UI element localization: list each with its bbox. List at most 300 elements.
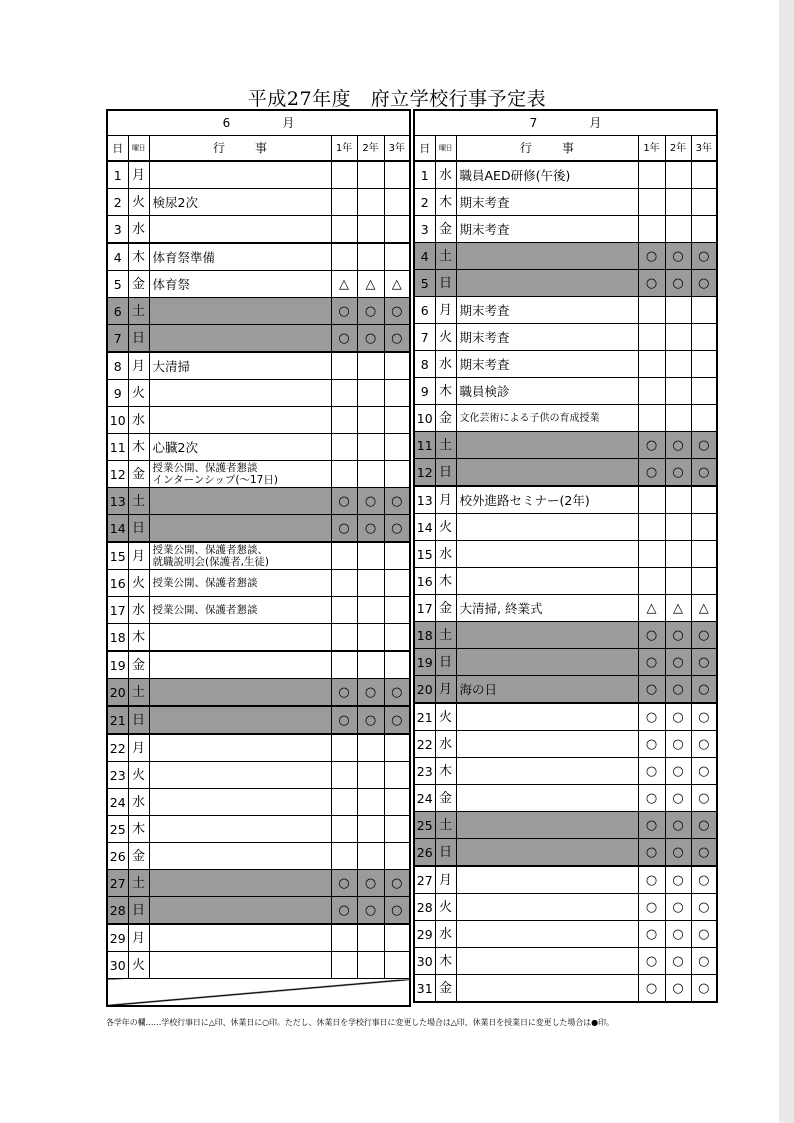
grade1-mark xyxy=(331,570,357,597)
day-cell: 6 xyxy=(107,298,128,325)
grade3-mark: ○ xyxy=(691,921,717,948)
grade1-mark: ○ xyxy=(331,870,357,897)
table-row xyxy=(107,380,410,407)
event-cell xyxy=(149,762,331,789)
weekday-cell: 水 xyxy=(435,161,456,189)
grade3-mark xyxy=(691,378,717,405)
grade2-mark: ○ xyxy=(357,870,384,897)
weekday-cell: 土 xyxy=(435,432,456,459)
event-cell xyxy=(149,816,331,843)
grade2-mark xyxy=(357,461,384,488)
weekday-cell: 火 xyxy=(128,570,149,597)
grade2-mark xyxy=(665,189,691,216)
table-row xyxy=(107,651,410,679)
grade1-mark xyxy=(331,189,357,216)
grade1-header: 1年 xyxy=(331,136,357,162)
weekday-cell: 金 xyxy=(435,216,456,243)
grade1-mark xyxy=(638,161,665,189)
event-cell xyxy=(456,948,638,975)
table-row xyxy=(107,352,410,380)
grade1-mark: ○ xyxy=(638,839,665,867)
grade2-mark xyxy=(665,324,691,351)
grade1-mark xyxy=(331,924,357,952)
event-cell xyxy=(149,325,331,353)
grade3-mark: △ xyxy=(384,271,410,298)
grade3-mark xyxy=(691,486,717,514)
grade1-mark: ○ xyxy=(331,488,357,515)
table-row xyxy=(107,870,410,897)
grade1-mark xyxy=(638,378,665,405)
grade3-mark: ○ xyxy=(384,870,410,897)
day-cell: 20 xyxy=(107,679,128,707)
grade2-mark xyxy=(357,734,384,762)
weekday-cell: 水 xyxy=(128,216,149,244)
event-cell: 検尿2次 xyxy=(149,189,331,216)
weekday-cell: 水 xyxy=(128,407,149,434)
weekday-cell: 火 xyxy=(435,324,456,351)
event-cell xyxy=(149,870,331,897)
weekday-cell: 火 xyxy=(435,703,456,731)
grade3-mark xyxy=(691,351,717,378)
july-body xyxy=(414,110,717,1002)
table-row xyxy=(414,948,717,975)
grade2-mark xyxy=(665,568,691,595)
day-cell: 11 xyxy=(107,434,128,461)
grade1-mark xyxy=(638,324,665,351)
grade1-mark xyxy=(331,651,357,679)
day-cell: 23 xyxy=(414,758,435,785)
table-row xyxy=(107,271,410,298)
table-row xyxy=(414,351,717,378)
table-row xyxy=(414,649,717,676)
event-cell: 文化芸術による子供の育成授業 xyxy=(456,405,638,432)
grade3-mark xyxy=(384,762,410,789)
event-cell xyxy=(456,514,638,541)
grade1-mark: ○ xyxy=(331,706,357,734)
grade2-mark: ○ xyxy=(665,649,691,676)
grade2-mark: ○ xyxy=(665,703,691,731)
weekday-cell: 火 xyxy=(128,380,149,407)
grade1-mark xyxy=(331,762,357,789)
event-cell xyxy=(456,839,638,867)
grade1-mark xyxy=(638,405,665,432)
table-row xyxy=(414,785,717,812)
grade3-mark: ○ xyxy=(691,703,717,731)
table-row xyxy=(107,298,410,325)
table-row xyxy=(107,952,410,979)
grade1-mark: △ xyxy=(638,595,665,622)
day-cell: 13 xyxy=(107,488,128,515)
event-cell xyxy=(456,894,638,921)
month-unit: 月 xyxy=(589,115,602,130)
weekday-cell: 火 xyxy=(435,894,456,921)
grade3-mark xyxy=(384,380,410,407)
event-cell xyxy=(149,843,331,870)
day-cell: 13 xyxy=(414,486,435,514)
day-cell: 30 xyxy=(414,948,435,975)
grade1-mark: ○ xyxy=(638,921,665,948)
weekday-cell: 木 xyxy=(435,189,456,216)
grade2-mark: ○ xyxy=(665,839,691,867)
month-unit: 月 xyxy=(282,115,295,130)
table-row xyxy=(414,432,717,459)
grade1-mark xyxy=(331,243,357,271)
day-cell: 26 xyxy=(107,843,128,870)
table-row xyxy=(414,839,717,867)
grade2-mark xyxy=(665,351,691,378)
event-cell xyxy=(149,515,331,543)
grade1-mark xyxy=(331,161,357,189)
weekday-cell: 土 xyxy=(128,298,149,325)
grade2-mark xyxy=(357,816,384,843)
grade2-mark xyxy=(357,597,384,624)
table-row xyxy=(414,812,717,839)
weekday-cell: 木 xyxy=(435,948,456,975)
table-row xyxy=(414,703,717,731)
grade1-mark: ○ xyxy=(638,703,665,731)
event-cell: 海の日 xyxy=(456,676,638,704)
day-cell: 9 xyxy=(107,380,128,407)
grade3-mark xyxy=(384,789,410,816)
event-cell xyxy=(149,380,331,407)
weekday-cell: 月 xyxy=(128,734,149,762)
grade1-mark: ○ xyxy=(638,432,665,459)
table-row xyxy=(107,789,410,816)
grade3-mark: ○ xyxy=(691,785,717,812)
grade1-mark: ○ xyxy=(638,975,665,1003)
grade2-mark: ○ xyxy=(357,706,384,734)
day-cell: 7 xyxy=(107,325,128,353)
event-cell: 期末考査 xyxy=(456,189,638,216)
grade3-mark: ○ xyxy=(691,866,717,894)
table-row xyxy=(414,405,717,432)
grade3-header: 3年 xyxy=(384,136,410,162)
grade1-mark xyxy=(638,189,665,216)
day-cell: 1 xyxy=(414,161,435,189)
grade1-mark xyxy=(331,816,357,843)
grade1-mark xyxy=(331,843,357,870)
grade3-mark xyxy=(691,161,717,189)
grade1-mark: ○ xyxy=(638,676,665,704)
grade3-mark: ○ xyxy=(691,731,717,758)
month-number: 6 xyxy=(222,115,231,130)
day-cell: 8 xyxy=(414,351,435,378)
day-cell: 3 xyxy=(414,216,435,243)
weekday-cell: 日 xyxy=(435,270,456,297)
grade2-mark: ○ xyxy=(665,785,691,812)
table-row xyxy=(414,378,717,405)
weekday-cell: 土 xyxy=(435,812,456,839)
grade1-mark: ○ xyxy=(638,622,665,649)
weekday-cell: 土 xyxy=(435,243,456,270)
table-row xyxy=(414,921,717,948)
table-row xyxy=(414,541,717,568)
weekday-cell: 日 xyxy=(128,897,149,925)
grade1-mark: ○ xyxy=(638,866,665,894)
grade1-mark: ○ xyxy=(331,298,357,325)
grade3-mark: △ xyxy=(691,595,717,622)
grade2-mark xyxy=(357,624,384,652)
day-cell: 24 xyxy=(107,789,128,816)
event-cell: 期末考査 xyxy=(456,324,638,351)
weekday-cell: 金 xyxy=(435,785,456,812)
event-cell: 校外進路セミナー(2年) xyxy=(456,486,638,514)
weekday-cell: 金 xyxy=(435,975,456,1003)
event-cell: 体育祭準備 xyxy=(149,243,331,271)
day-cell: 29 xyxy=(414,921,435,948)
table-row xyxy=(107,488,410,515)
grade1-mark xyxy=(331,542,357,570)
weekday-cell: 水 xyxy=(128,789,149,816)
event-cell xyxy=(149,706,331,734)
table-row xyxy=(107,816,410,843)
grade3-mark xyxy=(384,843,410,870)
day-cell: 24 xyxy=(414,785,435,812)
grade2-mark: ○ xyxy=(665,758,691,785)
event-cell xyxy=(456,270,638,297)
table-row xyxy=(107,762,410,789)
grade3-mark xyxy=(384,434,410,461)
event-cell: 心臓2次 xyxy=(149,434,331,461)
grade1-mark xyxy=(331,597,357,624)
weekday-cell: 木 xyxy=(128,243,149,271)
event-cell: 期末考査 xyxy=(456,351,638,378)
event-cell xyxy=(456,541,638,568)
grade2-mark xyxy=(665,378,691,405)
grade1-mark: ○ xyxy=(638,649,665,676)
day-cell: 17 xyxy=(107,597,128,624)
grade1-mark: ○ xyxy=(638,459,665,487)
day-cell: 21 xyxy=(107,706,128,734)
grade2-mark: ○ xyxy=(357,488,384,515)
event-cell: 授業公開、保護者懇談 インターンシップ(～17日) xyxy=(149,461,331,488)
weekday-cell: 月 xyxy=(435,486,456,514)
grade3-mark xyxy=(384,734,410,762)
event-cell: 職員検診 xyxy=(456,378,638,405)
grade2-mark xyxy=(665,541,691,568)
grade2-mark: ○ xyxy=(665,243,691,270)
grade2-mark: ○ xyxy=(665,894,691,921)
event-cell xyxy=(149,624,331,652)
grade2-mark xyxy=(357,762,384,789)
grade2-mark xyxy=(357,243,384,271)
grade2-mark: ○ xyxy=(665,459,691,487)
grade2-mark xyxy=(357,651,384,679)
table-row xyxy=(107,243,410,271)
grade1-mark: ○ xyxy=(638,758,665,785)
grade2-mark: ○ xyxy=(665,731,691,758)
table-row xyxy=(414,731,717,758)
grade2-mark xyxy=(357,380,384,407)
day-cell: 5 xyxy=(414,270,435,297)
event-cell: 授業公開、保護者懇談 xyxy=(149,597,331,624)
grade1-mark xyxy=(638,486,665,514)
day-cell: 10 xyxy=(107,407,128,434)
day-cell: 4 xyxy=(107,243,128,271)
grade1-mark: ○ xyxy=(638,948,665,975)
grade3-mark: ○ xyxy=(384,298,410,325)
event-cell xyxy=(456,731,638,758)
grade2-mark: △ xyxy=(665,595,691,622)
day-cell: 14 xyxy=(414,514,435,541)
event-cell xyxy=(456,649,638,676)
day-cell: 27 xyxy=(414,866,435,894)
weekday-cell: 月 xyxy=(435,866,456,894)
footnote: 各学年の欄……学校行事日に△印、休業日に○印。ただし、休業日を学校行事日に変更した場合は△印、休業日を授業日に変更した場合は●印。 xyxy=(106,1018,614,1027)
day-cell: 31 xyxy=(414,975,435,1003)
weekday-cell: 木 xyxy=(435,758,456,785)
grade2-mark: ○ xyxy=(665,921,691,948)
weekday-cell: 日 xyxy=(128,325,149,353)
weekday-cell: 木 xyxy=(435,568,456,595)
grade1-mark xyxy=(331,407,357,434)
event-cell xyxy=(149,298,331,325)
month-number: 7 xyxy=(529,115,538,130)
grade3-mark: ○ xyxy=(384,325,410,353)
grade3-mark xyxy=(384,216,410,244)
weekday-cell: 木 xyxy=(128,624,149,652)
weekday-cell: 金 xyxy=(128,461,149,488)
event-cell: 体育祭 xyxy=(149,271,331,298)
day-cell: 30 xyxy=(107,952,128,979)
day-cell: 12 xyxy=(107,461,128,488)
grade3-mark: ○ xyxy=(691,975,717,1003)
day-cell: 4 xyxy=(414,243,435,270)
grade1-mark xyxy=(331,624,357,652)
grade3-mark xyxy=(691,568,717,595)
grade3-mark xyxy=(691,514,717,541)
weekday-cell: 火 xyxy=(128,762,149,789)
grade1-mark xyxy=(638,541,665,568)
day-cell: 25 xyxy=(414,812,435,839)
grade1-mark: ○ xyxy=(331,325,357,353)
grade3-mark xyxy=(691,216,717,243)
grade3-mark xyxy=(384,952,410,979)
day-header: 日 xyxy=(107,136,128,162)
weekday-cell: 月 xyxy=(128,161,149,189)
weekday-cell: 月 xyxy=(128,542,149,570)
grade1-mark xyxy=(331,352,357,380)
event-cell xyxy=(149,897,331,925)
grade2-mark: ○ xyxy=(665,948,691,975)
grade2-mark: ○ xyxy=(665,676,691,704)
grade1-mark xyxy=(638,351,665,378)
event-cell xyxy=(456,459,638,487)
july-schedule-table xyxy=(413,109,718,1003)
grade3-mark: ○ xyxy=(384,679,410,707)
grade3-mark: ○ xyxy=(691,459,717,487)
grade3-mark xyxy=(384,542,410,570)
table-row xyxy=(414,161,717,189)
grade3-mark xyxy=(384,243,410,271)
event-cell xyxy=(456,921,638,948)
grade3-mark: ○ xyxy=(691,622,717,649)
event-cell xyxy=(149,651,331,679)
table-row xyxy=(107,706,410,734)
weekday-cell: 金 xyxy=(128,651,149,679)
day-cell: 20 xyxy=(414,676,435,704)
grade3-mark xyxy=(384,161,410,189)
day-cell: 28 xyxy=(414,894,435,921)
table-row xyxy=(414,595,717,622)
table-row xyxy=(414,622,717,649)
grade3-mark: ○ xyxy=(691,894,717,921)
grade2-header: 2年 xyxy=(357,136,384,162)
grade1-mark: ○ xyxy=(331,515,357,543)
day-cell: 11 xyxy=(414,432,435,459)
grade1-mark xyxy=(331,734,357,762)
grade2-mark xyxy=(357,352,384,380)
grade2-mark: ○ xyxy=(357,897,384,925)
grade1-mark xyxy=(331,434,357,461)
grade1-mark: ○ xyxy=(638,894,665,921)
day-cell: 15 xyxy=(414,541,435,568)
july-month-row xyxy=(414,110,717,136)
grade2-mark xyxy=(357,789,384,816)
grade1-mark xyxy=(331,216,357,244)
day-cell: 6 xyxy=(414,297,435,324)
day-cell: 19 xyxy=(107,651,128,679)
table-row xyxy=(414,894,717,921)
grade2-mark xyxy=(357,189,384,216)
weekday-cell: 水 xyxy=(128,597,149,624)
table-row xyxy=(107,216,410,244)
weekday-cell: 月 xyxy=(435,676,456,704)
table-row xyxy=(107,461,410,488)
event-cell xyxy=(149,924,331,952)
grade2-mark: ○ xyxy=(357,298,384,325)
grade3-mark: ○ xyxy=(691,948,717,975)
grade3-mark: ○ xyxy=(691,839,717,867)
grade3-mark: ○ xyxy=(691,812,717,839)
event-cell xyxy=(149,679,331,707)
weekday-cell: 日 xyxy=(128,515,149,543)
grade3-mark: ○ xyxy=(384,488,410,515)
grade3-mark xyxy=(384,624,410,652)
day-cell: 18 xyxy=(107,624,128,652)
grade1-header: 1年 xyxy=(638,136,665,162)
grade1-mark xyxy=(331,461,357,488)
event-cell xyxy=(456,758,638,785)
grade3-mark xyxy=(384,570,410,597)
event-cell: 授業公開、保護者懇談、 就職説明会(保護者,生徒) xyxy=(149,542,331,570)
weekday-cell: 水 xyxy=(435,921,456,948)
event-cell: 期末考査 xyxy=(456,216,638,243)
grade2-mark: ○ xyxy=(357,515,384,543)
table-row xyxy=(107,734,410,762)
weekday-cell: 木 xyxy=(128,434,149,461)
weekday-cell: 土 xyxy=(435,622,456,649)
event-cell xyxy=(149,488,331,515)
grade2-mark xyxy=(357,924,384,952)
weekday-cell: 日 xyxy=(128,706,149,734)
table-row xyxy=(107,325,410,353)
weekday-cell: 金 xyxy=(435,595,456,622)
weekday-cell: 土 xyxy=(128,488,149,515)
grade3-mark xyxy=(691,541,717,568)
day-cell: 28 xyxy=(107,897,128,925)
table-row xyxy=(107,597,410,624)
weekday-cell: 日 xyxy=(435,459,456,487)
grade2-mark xyxy=(357,407,384,434)
event-cell: 大清掃 xyxy=(149,352,331,380)
event-cell xyxy=(149,161,331,189)
june-body xyxy=(107,110,410,1006)
event-cell: 大清掃, 終業式 xyxy=(456,595,638,622)
event-cell xyxy=(149,789,331,816)
grade2-mark: ○ xyxy=(665,270,691,297)
day-cell: 22 xyxy=(107,734,128,762)
